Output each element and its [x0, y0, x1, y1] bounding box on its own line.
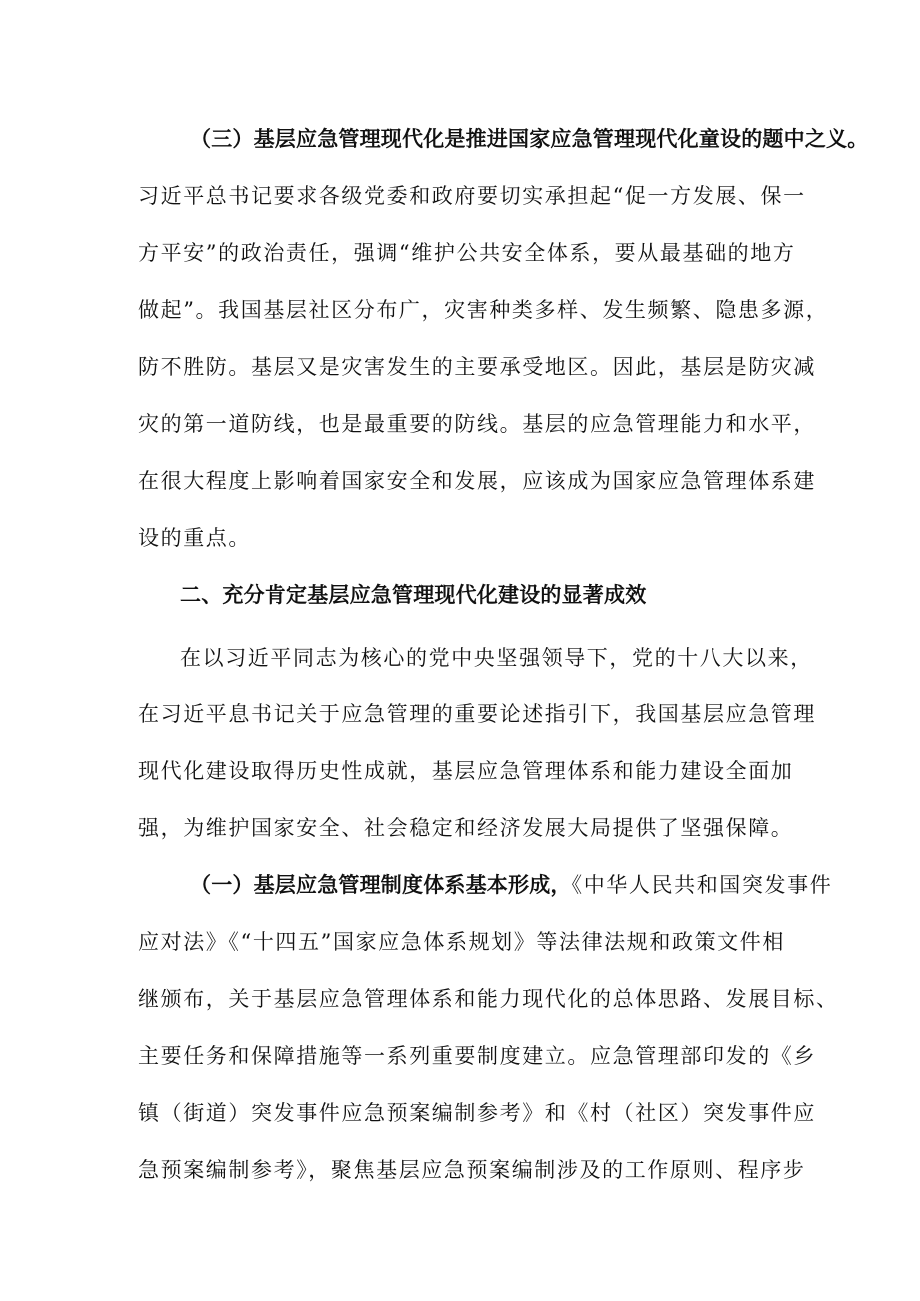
body-line: 在习近平息书记关于应急管理的重要论述指引下，我国基层应急管理: [138, 702, 816, 726]
body-line: 习近平总书记要求各级党委和政府要切实承担起“促一方发展、保一: [138, 184, 806, 208]
body-line: 做起”。我国基层社区分布广，灾害种类多样、发生频繁、隐患多源，: [138, 298, 829, 322]
body-line: 在很大程度上影响着国家安全和发展，应该成为国家应急管理体系建: [138, 469, 816, 493]
body-line: 镇（街道）突发事件应急预案编制参考》和《村（社区）突发事件应: [138, 1101, 816, 1125]
body-line: 方平安”的政治责任，强调“维护公共安全体系，要从最基础的地方: [138, 241, 796, 265]
paragraph-heading-3: （三）基层应急管理现代化是推进国家应急管理现代化童设的题中之义。: [190, 127, 869, 151]
paragraph-heading-1-line: [190, 870, 850, 900]
paragraph-heading-1: （一）基层应急管理制度体系基本形成，: [190, 873, 572, 897]
body-line: 防不胜防。基层又是灾害发生的主要承受地区。因此，基层是防灾减: [138, 355, 816, 379]
body-line: 在以习近平同志为核心的党中央坚强领导下，党的十八大以来，: [180, 646, 813, 670]
body-line: 设的重点。: [138, 526, 251, 550]
body-line: 主要任务和保障措施等一系列重要制度建立。应急管理部印发的《乡: [138, 1044, 816, 1068]
body-line: 急预案编制参考》，聚焦基层应急预案编制涉及的工作原则、程序步: [138, 1158, 806, 1182]
section-heading-2: 二、充分肯定基层应急管理现代化建设的显著成效: [180, 583, 647, 607]
body-line: 继颁布，关于基层应急管理体系和能力现代化的总体思路、发展目标、: [138, 987, 839, 1011]
body-text: 《中华人民共和国突发事件: [571, 873, 833, 897]
body-line: 灾的第一道防线，也是最重要的防线。基层的应急管理能力和水平，: [138, 412, 816, 436]
body-line: 现代化建设取得历史性成就，基层应急管理体系和能力建设全面加: [138, 759, 794, 783]
body-line: 应对法》《“十四五”国家应急体系规划》等法律法规和政策文件相: [138, 930, 785, 954]
body-line: 强，为维护国家安全、社会稳定和经济发展大局提供了坚强保障。: [138, 816, 794, 840]
